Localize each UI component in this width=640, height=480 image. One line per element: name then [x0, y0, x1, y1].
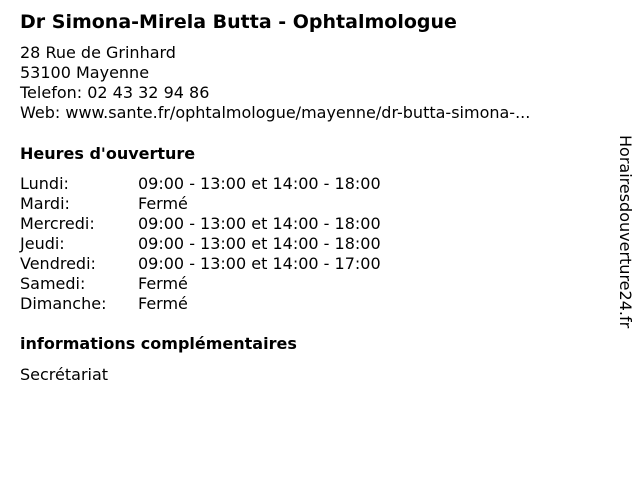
- phone-number: Telefon: 02 43 32 94 86: [20, 83, 210, 102]
- hours-day: Jeudi:: [20, 234, 65, 253]
- site-watermark: [612, 135, 636, 345]
- website-url: Web: www.sante.fr/ophtalmologue/mayenne/dr-butta-simona-...: [20, 103, 531, 122]
- hours-row: [20, 294, 381, 314]
- info-heading: informations complémentaires: [20, 334, 297, 353]
- street-address: 28 Rue de Grinhard: [20, 43, 176, 62]
- address-block: [20, 43, 530, 123]
- city-postal: 53100 Mayenne: [20, 63, 150, 82]
- hours-time: Fermé: [138, 294, 188, 313]
- info-text: Secrétariat: [20, 365, 109, 384]
- hours-row: [20, 174, 381, 194]
- watermark-text: Horairesdouverture24.fr: [616, 135, 635, 329]
- page-title: Dr Simona-Mirela Butta - Ophtalmologue: [20, 11, 457, 33]
- hours-day: Mercredi:: [20, 214, 95, 233]
- hours-day: Samedi:: [20, 274, 86, 293]
- hours-time: Fermé: [138, 194, 188, 213]
- hours-day: Dimanche:: [20, 294, 107, 313]
- hours-row: [20, 194, 381, 214]
- hours-time: 09:00 - 13:00 et 14:00 - 18:00: [138, 234, 381, 253]
- hours-time: 09:00 - 13:00 et 14:00 - 18:00: [138, 214, 381, 233]
- hours-time: Fermé: [138, 274, 188, 293]
- hours-heading: Heures d'ouverture: [20, 144, 196, 163]
- hours-row: [20, 234, 381, 254]
- hours-row: [20, 274, 381, 294]
- hours-day: Mardi:: [20, 194, 70, 213]
- opening-hours-list: [20, 174, 381, 314]
- hours-row: [20, 254, 381, 274]
- hours-day: Vendredi:: [20, 254, 96, 273]
- hours-day: Lundi:: [20, 174, 69, 193]
- hours-row: [20, 214, 381, 234]
- hours-time: 09:00 - 13:00 et 14:00 - 18:00: [138, 174, 381, 193]
- hours-time: 09:00 - 13:00 et 14:00 - 17:00: [138, 254, 381, 273]
